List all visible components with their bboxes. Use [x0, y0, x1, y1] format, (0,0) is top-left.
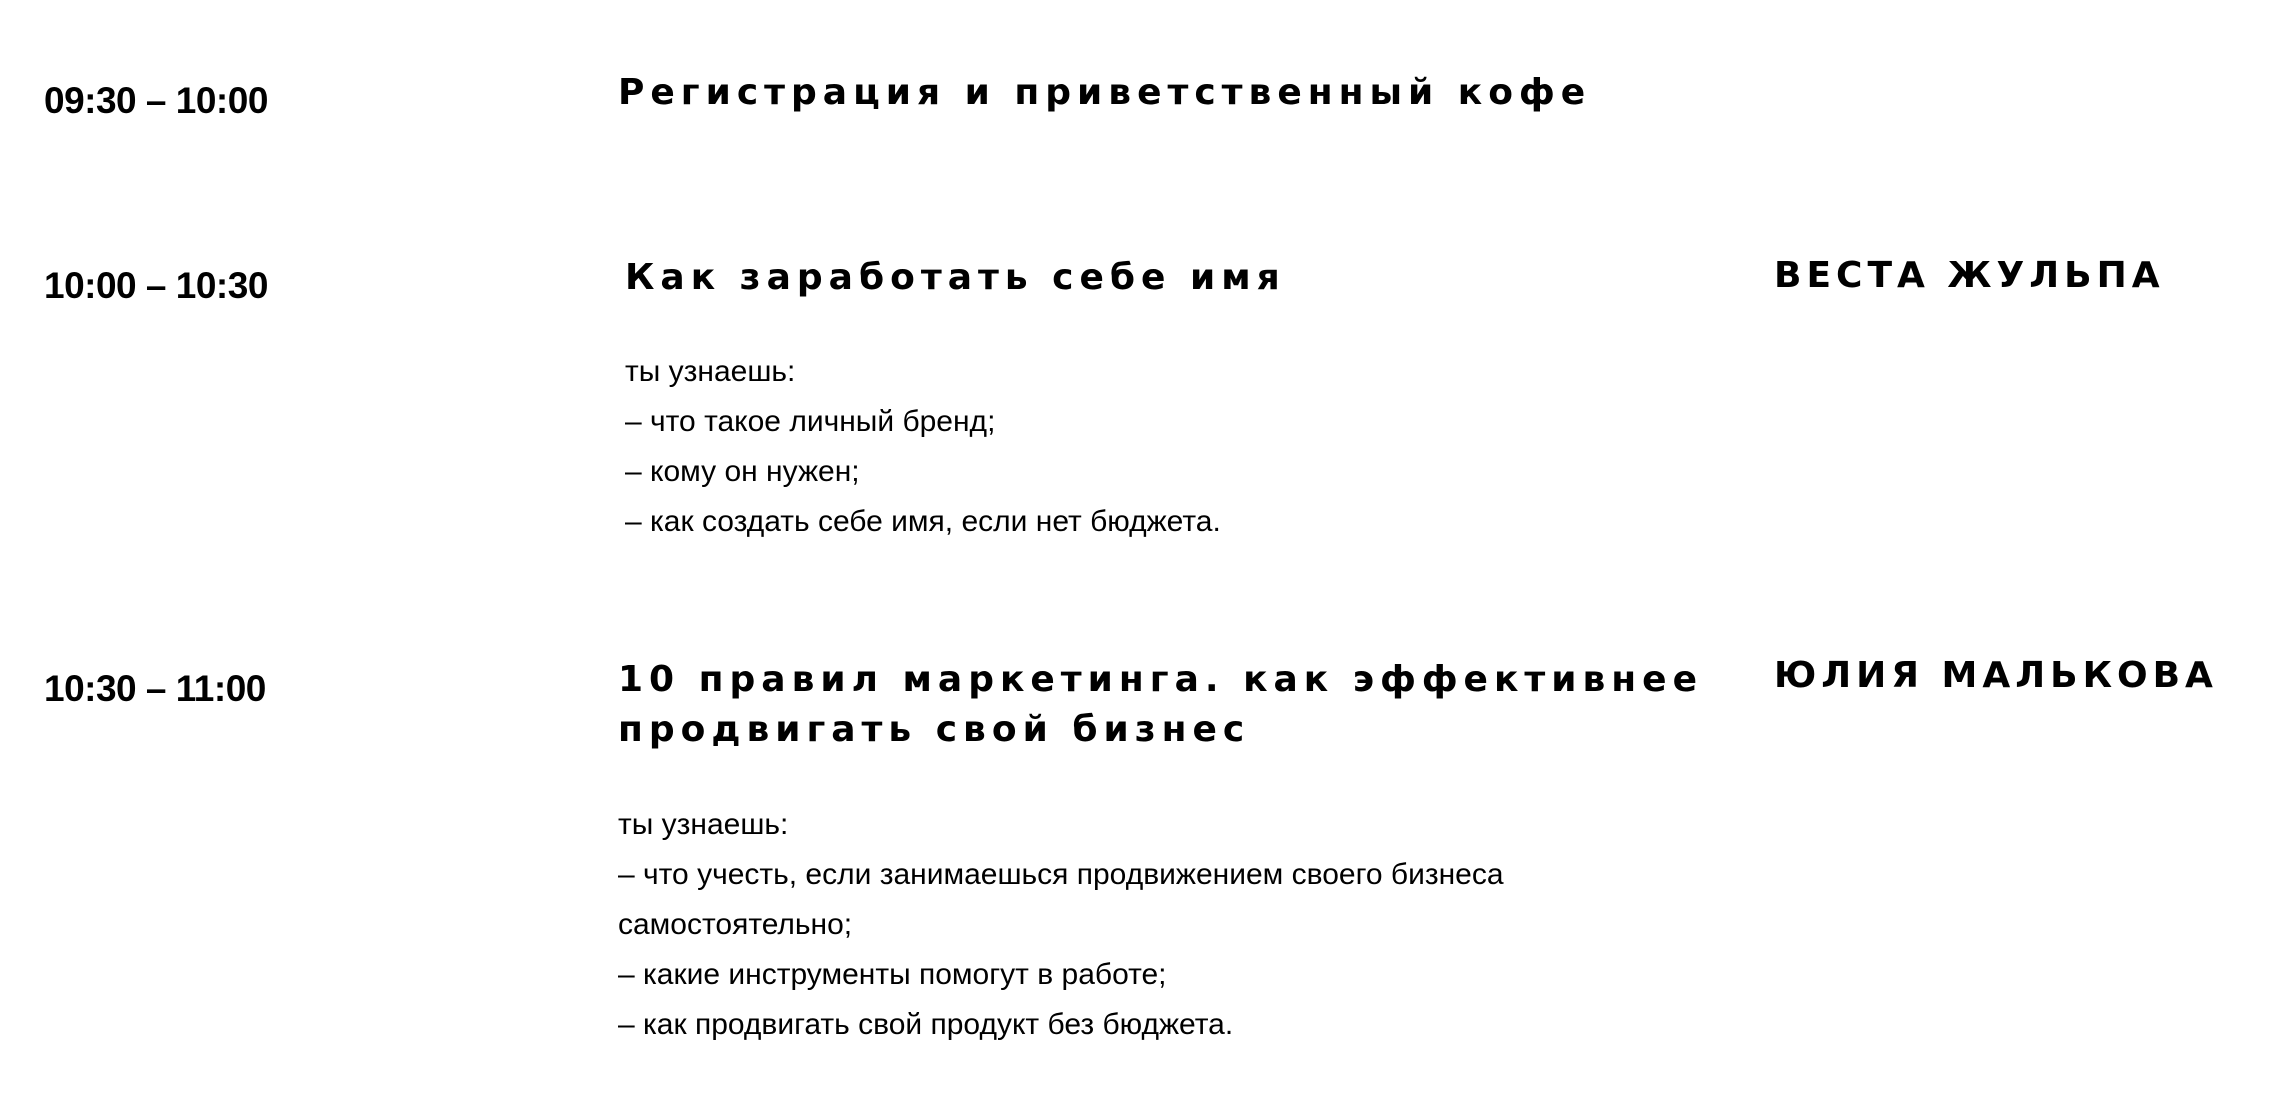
description-bullet: – кому он нужен;	[625, 455, 860, 488]
session-title	[625, 253, 1286, 303]
session-time: 10:00 – 10:30	[44, 265, 268, 306]
session-title-line: 10 правил маркетинга. как эффективнее	[618, 659, 1703, 700]
session-speaker: ЮЛИЯ МАЛЬКОВА	[1774, 655, 2218, 696]
session-title-line: продвигать свой бизнес	[618, 709, 1251, 750]
description-intro: ты узнаешь:	[618, 808, 789, 841]
session-description	[625, 347, 1221, 547]
description-bullet: самостоятельно;	[618, 908, 853, 941]
description-bullet: – как продвигать свой продукт без бюджета.	[618, 1008, 1234, 1041]
session-title-line: Регистрация и приветственный кофе	[618, 72, 1592, 113]
description-bullet: – как создать себе имя, если нет бюджета.	[625, 505, 1221, 538]
session-title-line: Как заработать себе имя	[625, 257, 1286, 298]
description-intro: ты узнаешь:	[625, 355, 796, 388]
session-speaker: ВЕСТА ЖУЛЬПА	[1774, 255, 2165, 296]
session-description	[618, 800, 1504, 1050]
session-title	[618, 68, 1591, 118]
session-time: 10:30 – 11:00	[44, 668, 266, 709]
description-bullet: – что учесть, если занимаешься продвижением своего бизнеса	[618, 858, 1504, 891]
description-bullet: – что такое личный бренд;	[625, 405, 996, 438]
description-bullet: – какие инструменты помогут в работе;	[618, 958, 1167, 991]
session-title	[618, 655, 1703, 755]
session-time: 09:30 – 10:00	[44, 80, 268, 121]
